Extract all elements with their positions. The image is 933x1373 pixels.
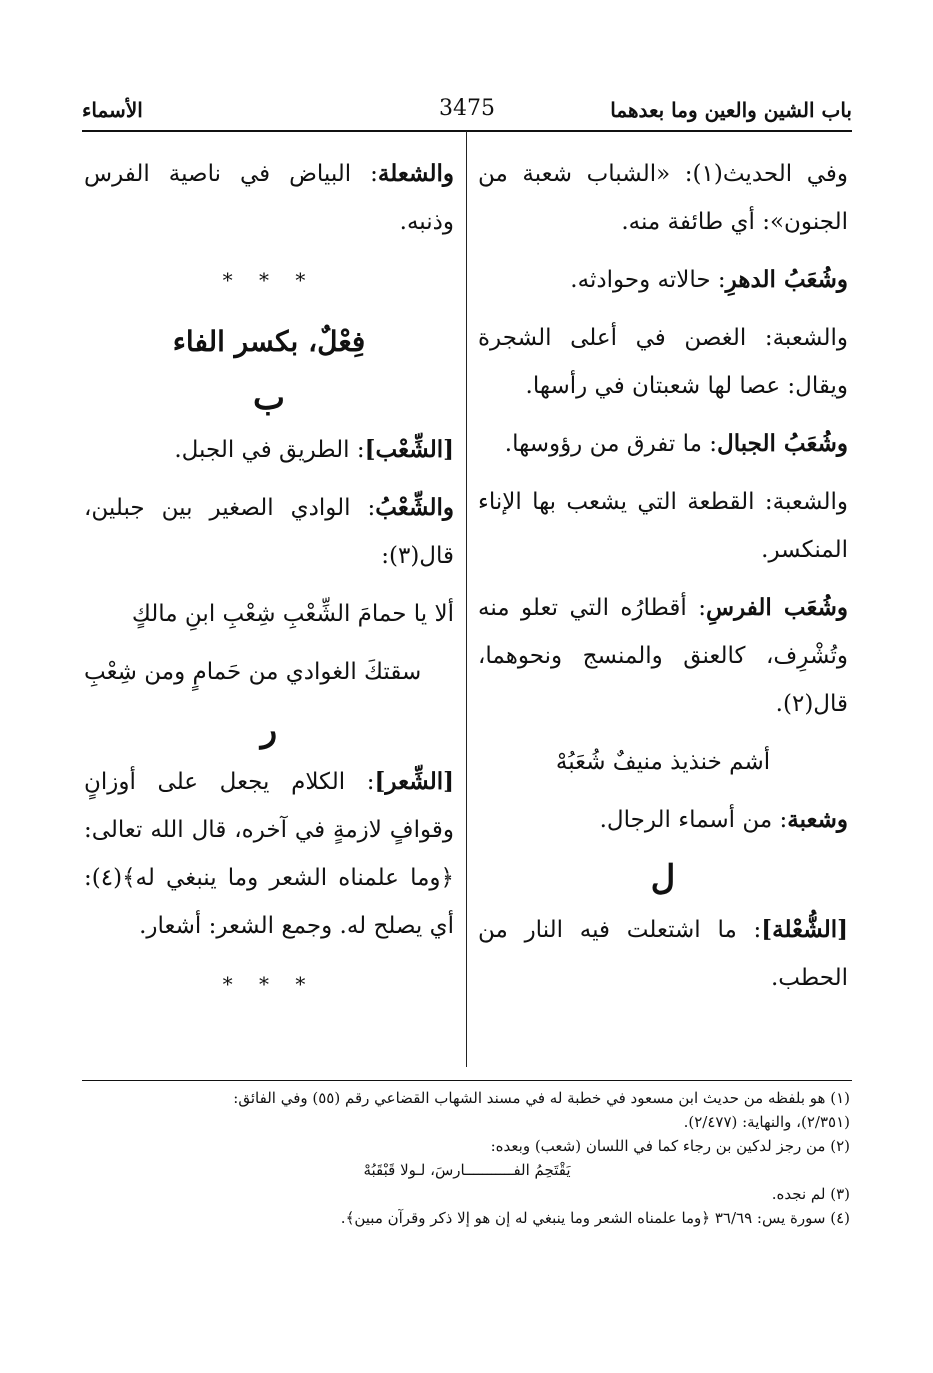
entry-text: : ما اشتعلت فيه النار من الحطب. (478, 917, 848, 991)
entry-text: : أقطارُه التي تعلو منه وتُشْرِف، كالعنق والمنسج ونحوهما، قال(٢). (478, 595, 848, 717)
paragraph (478, 420, 848, 468)
entry-term: وشُعَبُ الجبال (717, 430, 848, 457)
entry-term: [الشُّعْلة] (761, 916, 848, 943)
paragraph (478, 256, 848, 304)
entry-term: [الشِّعْب] (364, 436, 454, 463)
paragraph (84, 426, 454, 474)
chapter-title: باب الشين والعين وما بعدهما (610, 98, 852, 122)
entry-text: : الوادي الصغير بين جبلين، قال(٣): (84, 495, 454, 569)
paragraph: والشعبة: القطعة التي يشعب بها الإناء المنكسر. (478, 489, 848, 563)
column-divider (466, 131, 467, 1067)
header-rule (82, 130, 852, 132)
verse-line: سقتكَ الغوادي من حَمامٍ ومن شِعْبِ (84, 659, 422, 685)
footnote-4: (٤) سورة يس: ٣٦/٦٩ ﴿وما علمناه الشعر وما ينبغي له إن هو إلا ذكر وقرآن مبين﴾. (340, 1209, 850, 1227)
entry-term: والشعلة (377, 160, 454, 187)
footnote-1-cont: (٢/٣٥١)، والنهاية: (٢/٤٧٧). (683, 1113, 850, 1131)
footnote-rule (82, 1080, 852, 1081)
section-title: الأسماء (82, 98, 143, 122)
paragraph: والشعبة: الغصن في أعلى الشجرة ويقال: عصا لها شعبتان في رأسها. (478, 325, 848, 399)
footnote-3: (٣) لم نجده. (771, 1185, 850, 1203)
entry-text: : حالاته وحوادثه. (570, 267, 726, 293)
entry-term: وشعبة (787, 806, 848, 833)
paragraph (84, 150, 454, 246)
section-separator: * * * (222, 268, 316, 292)
page-header (82, 92, 852, 132)
footnote-2: (٢) من رجز لدكين بن رجاء كما في اللسان (شعب) وبعده: (490, 1137, 850, 1155)
right-column (478, 150, 848, 1012)
section-separator: * * * (222, 972, 316, 996)
letter-heading: ل (650, 858, 676, 898)
entry-text: : من أسماء الرجال. (599, 807, 788, 833)
paragraph: وفي الحديث(١): «الشباب شعبة من الجنون»: أي طائفة منه. (478, 161, 848, 235)
paragraph (84, 758, 454, 950)
section-heading: فِعْلٌ، بكسر الفاء (172, 325, 366, 358)
entry-term: وشُعَب الفرسِ (706, 594, 848, 621)
entry-text: : ما تفرق من رؤوسها. (504, 431, 718, 457)
footnotes (84, 1086, 850, 1230)
paragraph (478, 584, 848, 728)
letter-heading: ر (260, 710, 278, 750)
paragraph (478, 796, 848, 844)
footnote-2-verse: يَقْتَحِمُ الفـــــــــــارسَ، لـولا قَبْقَبُهْ (363, 1161, 571, 1179)
left-column (84, 150, 454, 1022)
paragraph (478, 906, 848, 1002)
verse-line: ألا يا حمامَ الشِّعْبِ شِعْبِ ابنِ مالكٍ (131, 601, 454, 627)
footnote-1: (١) هو بلفظه من حديث ابن مسعود في خطبة له في مسند الشهاب القضاعي رقم (٥٥) وفي الفائق: (233, 1089, 850, 1107)
paragraph (84, 484, 454, 580)
entry-text: : الكلام يجعل على أوزانٍ وقوافٍ لازمةٍ في آخره، قال الله تعالى: ﴿وما علمناه الشعر وما ينبغي له﴾(٤): أي يصلح له. وجمع الشعر: أشعار. (84, 769, 454, 939)
entry-text: : البياض في ناصية الفرس وذنبه. (84, 161, 454, 235)
page-number: 3475 (439, 96, 495, 121)
letter-heading: ب (252, 378, 285, 418)
entry-term: [الشِّعر] (374, 768, 454, 795)
entry-text: : الطريق في الجبل. (174, 437, 365, 463)
entry-term: والشِّعْبُ (375, 494, 454, 521)
verse-line: أشم خنذيذ منيفٌ شُعَبُهْ (555, 749, 771, 775)
entry-term: وشُعَبُ الدهرِ (725, 266, 848, 293)
